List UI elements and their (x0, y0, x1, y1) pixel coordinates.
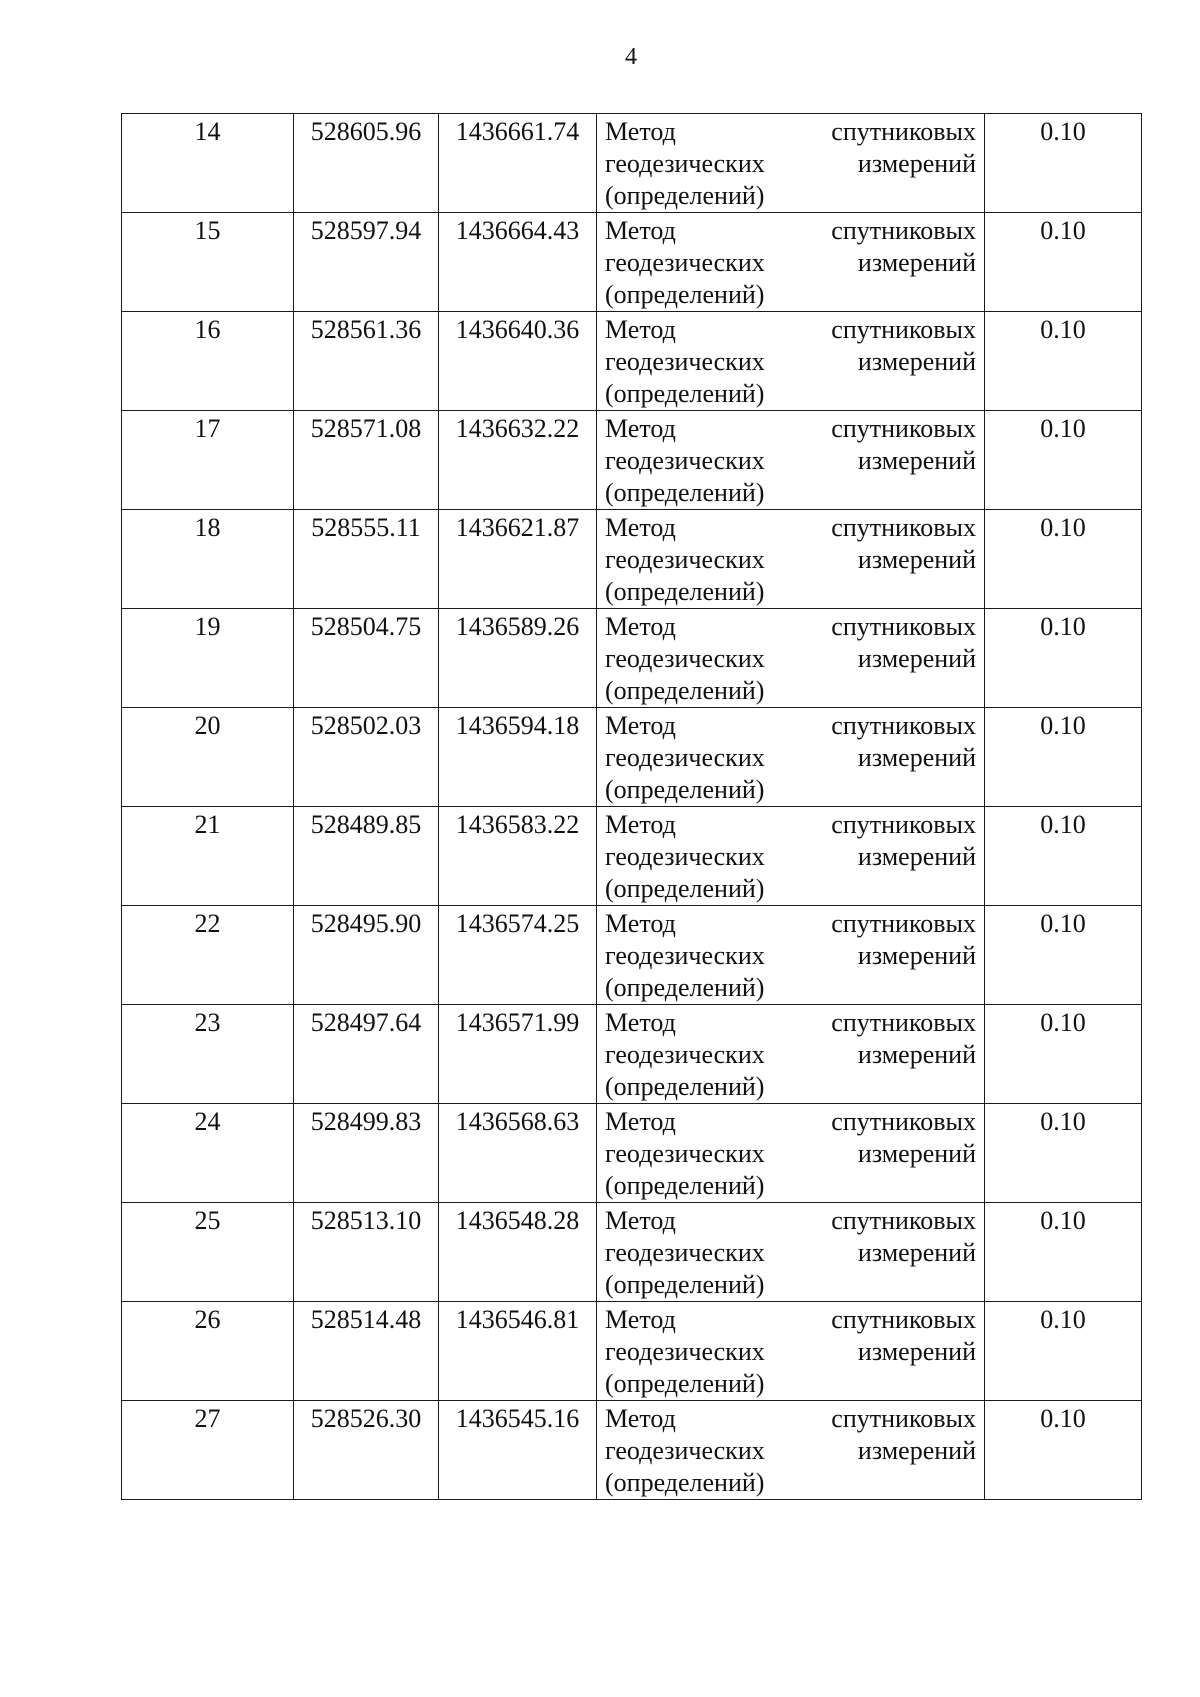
x-coordinate-cell: 528514.48 (294, 1302, 439, 1401)
method-text-line: геодезических измерений (605, 347, 976, 376)
method-text-line: геодезических измерений (605, 1238, 976, 1267)
table-row (122, 114, 1142, 213)
x-coordinate-cell: 528499.83 (294, 1104, 439, 1203)
method-text-line: Метод спутниковых (605, 117, 976, 146)
table-row (122, 906, 1142, 1005)
method-text-line: (определений) (605, 1468, 765, 1497)
y-coordinate-cell: 1436574.25 (439, 906, 597, 1005)
method-text-line: Метод спутниковых (605, 1206, 976, 1235)
method-text-line: геодезических измерений (605, 149, 976, 178)
point-number-cell: 16 (122, 312, 294, 411)
method-text-line: (определений) (605, 874, 765, 903)
y-coordinate-cell: 1436583.22 (439, 807, 597, 906)
accuracy-cell: 0.10 (985, 1302, 1142, 1401)
y-coordinate-cell: 1436571.99 (439, 1005, 597, 1104)
method-cell (597, 1005, 985, 1104)
method-cell (597, 708, 985, 807)
y-coordinate-cell: 1436664.43 (439, 213, 597, 312)
method-cell (597, 312, 985, 411)
method-text-line: (определений) (605, 1270, 765, 1299)
method-cell (597, 1203, 985, 1302)
table-row (122, 1005, 1142, 1104)
method-text-line: Метод спутниковых (605, 810, 976, 839)
table-row (122, 807, 1142, 906)
method-text-line: Метод спутниковых (605, 1008, 976, 1037)
accuracy-cell: 0.10 (985, 1203, 1142, 1302)
x-coordinate-cell: 528561.36 (294, 312, 439, 411)
method-text-line: (определений) (605, 478, 765, 507)
method-text-line: Метод спутниковых (605, 216, 976, 245)
table-row (122, 1104, 1142, 1203)
method-cell (597, 1302, 985, 1401)
method-text-line: (определений) (605, 973, 765, 1002)
accuracy-cell: 0.10 (985, 708, 1142, 807)
method-text-line: (определений) (605, 775, 765, 804)
x-coordinate-cell: 528502.03 (294, 708, 439, 807)
accuracy-cell: 0.10 (985, 807, 1142, 906)
method-text-line: геодезических измерений (605, 248, 976, 277)
method-text-line: геодезических измерений (605, 644, 976, 673)
point-number-cell: 24 (122, 1104, 294, 1203)
x-coordinate-cell: 528526.30 (294, 1401, 439, 1500)
y-coordinate-cell: 1436661.74 (439, 114, 597, 213)
method-text-line: Метод спутниковых (605, 1404, 976, 1433)
table-row (122, 510, 1142, 609)
point-number-cell: 21 (122, 807, 294, 906)
accuracy-cell: 0.10 (985, 411, 1142, 510)
x-coordinate-cell: 528555.11 (294, 510, 439, 609)
table-row (122, 312, 1142, 411)
accuracy-cell: 0.10 (985, 213, 1142, 312)
method-text-line: (определений) (605, 676, 765, 705)
table-row (122, 708, 1142, 807)
method-cell (597, 213, 985, 312)
method-cell (597, 906, 985, 1005)
method-text-line: геодезических измерений (605, 743, 976, 772)
accuracy-cell: 0.10 (985, 312, 1142, 411)
y-coordinate-cell: 1436568.63 (439, 1104, 597, 1203)
method-cell (597, 1401, 985, 1500)
coordinates-table (121, 113, 1142, 1500)
method-text-line: (определений) (605, 181, 765, 210)
table-row (122, 1401, 1142, 1500)
point-number-cell: 14 (122, 114, 294, 213)
method-text-line: Метод спутниковых (605, 1305, 976, 1334)
accuracy-cell: 0.10 (985, 1401, 1142, 1500)
x-coordinate-cell: 528497.64 (294, 1005, 439, 1104)
y-coordinate-cell: 1436589.26 (439, 609, 597, 708)
table-row (122, 1203, 1142, 1302)
method-cell (597, 114, 985, 213)
x-coordinate-cell: 528571.08 (294, 411, 439, 510)
method-text-line: геодезических измерений (605, 1040, 976, 1069)
y-coordinate-cell: 1436545.16 (439, 1401, 597, 1500)
accuracy-cell: 0.10 (985, 906, 1142, 1005)
table-row (122, 213, 1142, 312)
y-coordinate-cell: 1436548.28 (439, 1203, 597, 1302)
x-coordinate-cell: 528504.75 (294, 609, 439, 708)
table-row (122, 1302, 1142, 1401)
point-number-cell: 20 (122, 708, 294, 807)
method-cell (597, 609, 985, 708)
x-coordinate-cell: 528597.94 (294, 213, 439, 312)
point-number-cell: 25 (122, 1203, 294, 1302)
method-text-line: геодезических измерений (605, 1436, 976, 1465)
table-row (122, 411, 1142, 510)
method-text-line: Метод спутниковых (605, 414, 976, 443)
accuracy-cell: 0.10 (985, 114, 1142, 213)
y-coordinate-cell: 1436621.87 (439, 510, 597, 609)
accuracy-cell: 0.10 (985, 609, 1142, 708)
point-number-cell: 27 (122, 1401, 294, 1500)
table-row (122, 609, 1142, 708)
accuracy-cell: 0.10 (985, 510, 1142, 609)
point-number-cell: 15 (122, 213, 294, 312)
x-coordinate-cell: 528489.85 (294, 807, 439, 906)
method-text-line: Метод спутниковых (605, 909, 976, 938)
method-cell (597, 1104, 985, 1203)
method-text-line: (определений) (605, 1171, 765, 1200)
method-text-line: (определений) (605, 379, 765, 408)
method-text-line: (определений) (605, 1369, 765, 1398)
x-coordinate-cell: 528605.96 (294, 114, 439, 213)
method-text-line: геодезических измерений (605, 842, 976, 871)
method-text-line: геодезических измерений (605, 1139, 976, 1168)
point-number-cell: 22 (122, 906, 294, 1005)
method-cell (597, 510, 985, 609)
point-number-cell: 26 (122, 1302, 294, 1401)
method-text-line: (определений) (605, 280, 765, 309)
method-text-line: Метод спутниковых (605, 1107, 976, 1136)
method-text-line: геодезических измерений (605, 446, 976, 475)
accuracy-cell: 0.10 (985, 1005, 1142, 1104)
method-text-line: (определений) (605, 577, 765, 606)
y-coordinate-cell: 1436546.81 (439, 1302, 597, 1401)
method-cell (597, 807, 985, 906)
point-number-cell: 18 (122, 510, 294, 609)
y-coordinate-cell: 1436632.22 (439, 411, 597, 510)
x-coordinate-cell: 528495.90 (294, 906, 439, 1005)
y-coordinate-cell: 1436640.36 (439, 312, 597, 411)
point-number-cell: 17 (122, 411, 294, 510)
method-text-line: (определений) (605, 1072, 765, 1101)
point-number-cell: 19 (122, 609, 294, 708)
method-text-line: Метод спутниковых (605, 513, 976, 542)
page-number: 4 (625, 44, 637, 70)
method-text-line: Метод спутниковых (605, 711, 976, 740)
point-number-cell: 23 (122, 1005, 294, 1104)
x-coordinate-cell: 528513.10 (294, 1203, 439, 1302)
method-text-line: геодезических измерений (605, 1337, 976, 1366)
accuracy-cell: 0.10 (985, 1104, 1142, 1203)
method-cell (597, 411, 985, 510)
method-text-line: геодезических измерений (605, 941, 976, 970)
method-text-line: Метод спутниковых (605, 315, 976, 344)
y-coordinate-cell: 1436594.18 (439, 708, 597, 807)
method-text-line: Метод спутниковых (605, 612, 976, 641)
coordinates-table-body (122, 114, 1142, 1500)
method-text-line: геодезических измерений (605, 545, 976, 574)
